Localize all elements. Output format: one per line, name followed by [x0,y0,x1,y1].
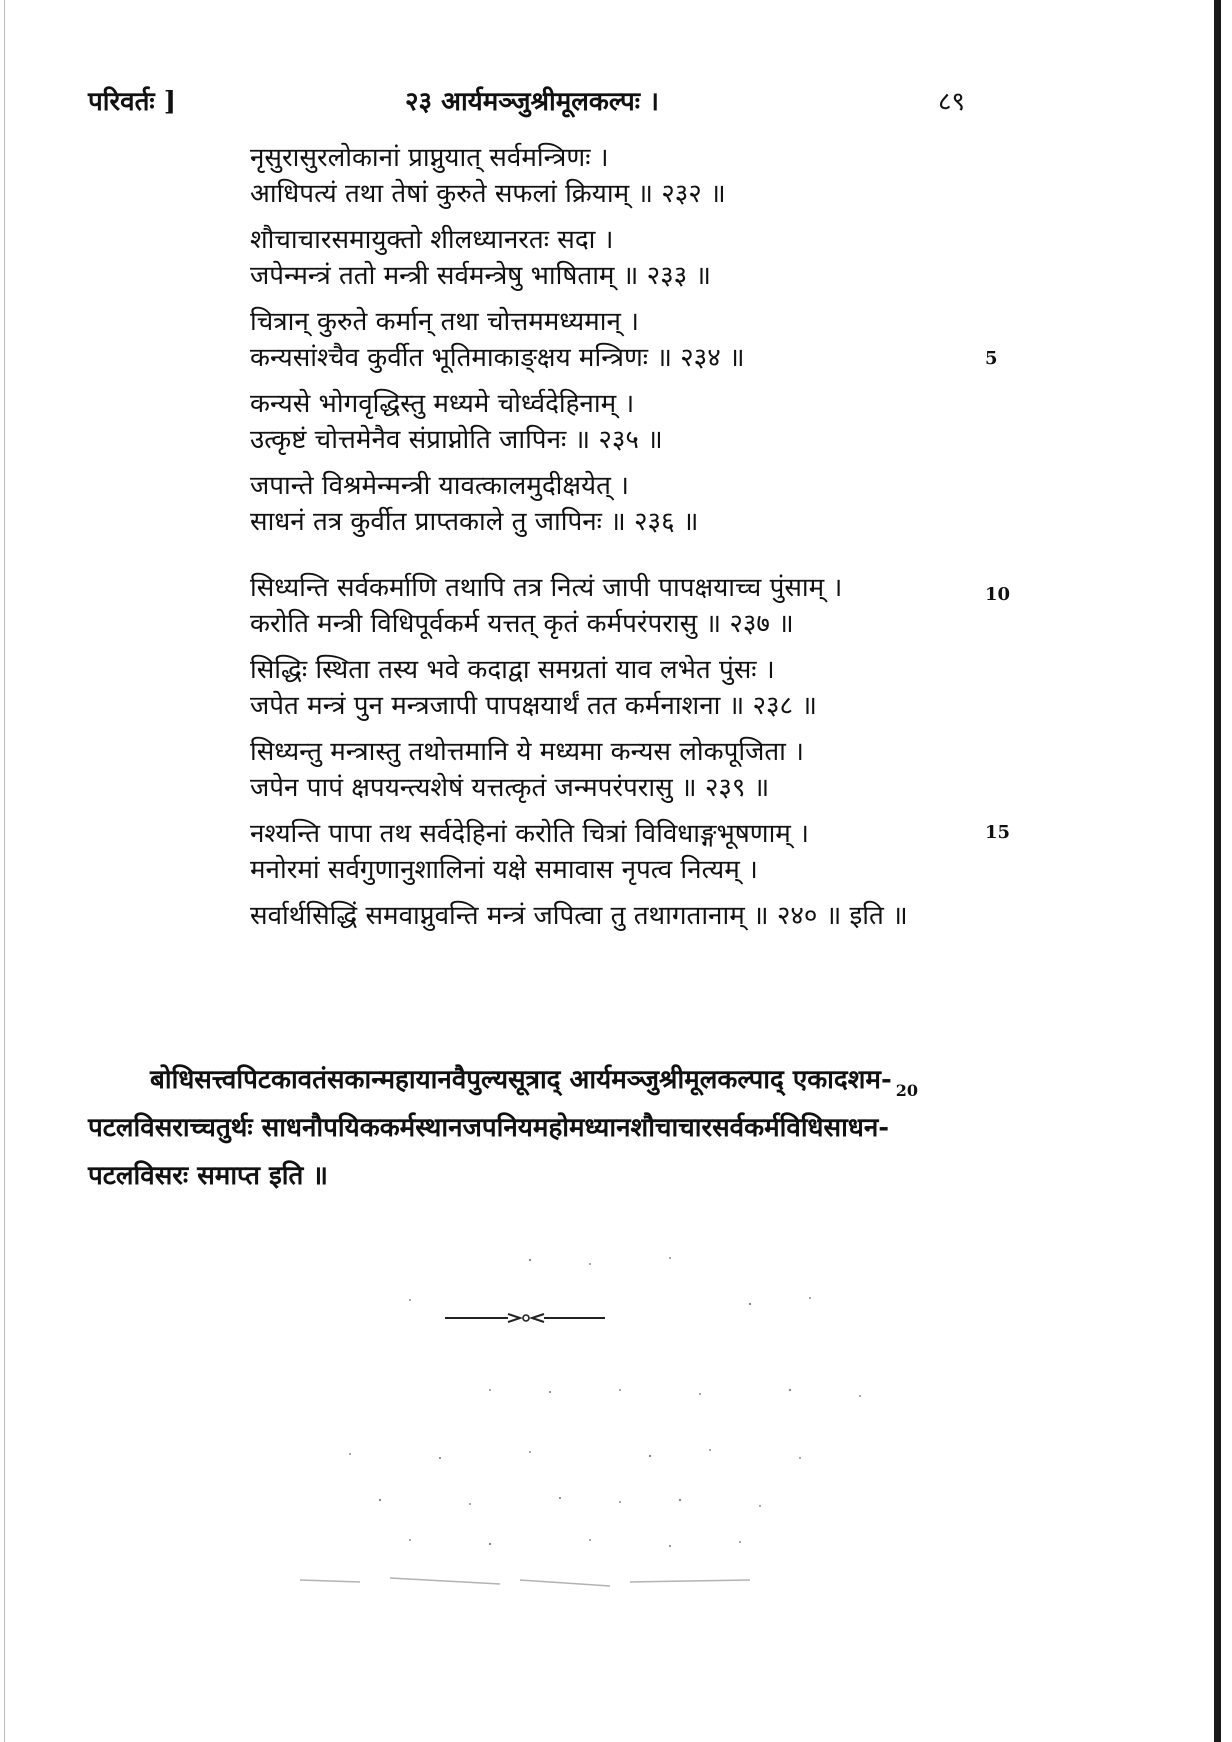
running-head-chapter: परिवर्तः ] [88,87,177,117]
verse-line: सिद्धिः स्थिता तस्य भवे कदाद्वा समग्रतां याव लभेत पुंसः । [250,655,775,685]
verse-line: जपेन्मन्त्रं ततो मन्त्री सर्वमन्त्रेषु भाषिताम् ॥ २३३ ॥ [250,261,711,291]
page-left-edge [4,0,5,1742]
verse-line: कन्यसांश्चैव कुर्वीत भूतिमाकाङ्क्षय मन्त्रिणः ॥ २३४ ॥ [250,343,745,373]
verse-line: आधिपत्यं तथा तेषां कुरुते सफलां क्रियाम् ॥ २३२ ॥ [250,179,726,209]
verse-line: कन्यसे भोगवृद्धिस्तु मध्यमे चोर्ध्वदेहिनाम् । [250,389,635,419]
verse-line: जपेत मन्त्रं पुन मन्त्रजापी पापक्षयार्थं तत कर्मनाशना ॥ २३८ ॥ [250,691,817,721]
verse-line: सर्वार्थसिद्धिं समवाप्नुवन्ति मन्त्रं जपित्वा तु तथागतानाम् ॥ २४० ॥ इति ॥ [250,901,908,931]
verse-line: जपान्ते विश्रमेन्मन्त्री यावत्कालमुदीक्षयेत् । [250,471,630,501]
line-number: 10 [985,584,1011,605]
verse-line: सिध्यन्ति सर्वकर्माणि तथापि तत्र नित्यं जापी पापक्षयाच्च पुंसाम् । [250,573,843,603]
running-head-title: २३ आर्यमञ्जुश्रीमूलकल्पः । [405,87,659,117]
page-number: ८९ [938,87,966,117]
verse-line: शौचाचारसमायुक्तो शीलध्यानरतः सदा । [250,225,614,255]
verse-line: जपेन पापं क्षपयन्त्यशेषं यत्तत्कृतं जन्मपरंपरासु ॥ २३९ ॥ [250,773,770,803]
verse-line: नृसुरासुरलोकानां प्राप्नुयात् सर्वमन्त्रिणः । [250,143,609,173]
verse-line: करोति मन्त्री विधिपूर्वकर्म यत्तत् कृतं कर्मपरंपरासु ॥ २३७ ॥ [250,609,794,639]
colophon-line: पटलविसराच्चतुर्थः साधनौपयिककर्मस्थानजपनियमहोमध्यानशौचाचारसर्वकर्मविधिसाधन- [88,1113,890,1143]
line-number: 15 [985,822,1011,843]
verse-line: साधनं तत्र कुर्वीत प्राप्तकाले तु जापिनः ॥ २३६ ॥ [250,507,699,537]
line-number: 20 [895,1081,919,1100]
page-right-binding-edge [1214,0,1221,1742]
verse-line: मनोरमां सर्वगुणानुशालिनां यक्षे समावास नृपत्व नित्यम् । [250,855,758,885]
colophon-line: पटलविसरः समाप्त इति ॥ [88,1161,328,1191]
line-number: 5 [985,348,998,369]
verse-line: सिध्यन्तु मन्त्रास्तु तथोत्तमानि ये मध्यमा कन्यस लोकपूजिता । [250,737,805,767]
verse-line: उत्कृष्टं चोत्तमेनैव संप्राप्नोति जापिनः ॥ २३५ ॥ [250,425,663,455]
verse-line: चित्रान् कुरुते कर्मान् तथा चोत्तममध्यमान् । [250,307,639,337]
colophon-line: बोधिसत्त्वपिटकावतंसकान्महायानवैपुल्यसूत्राद् आर्यमञ्जुश्रीमूलकल्पाद् एकादशम- $_{20}$ [150,1065,919,1100]
scan-noise [290,1240,940,1620]
verse-line: नश्यन्ति पापा तथ सर्वदेहिनां करोति चित्रां विविधाङ्गभूषणाम् । [250,819,809,849]
